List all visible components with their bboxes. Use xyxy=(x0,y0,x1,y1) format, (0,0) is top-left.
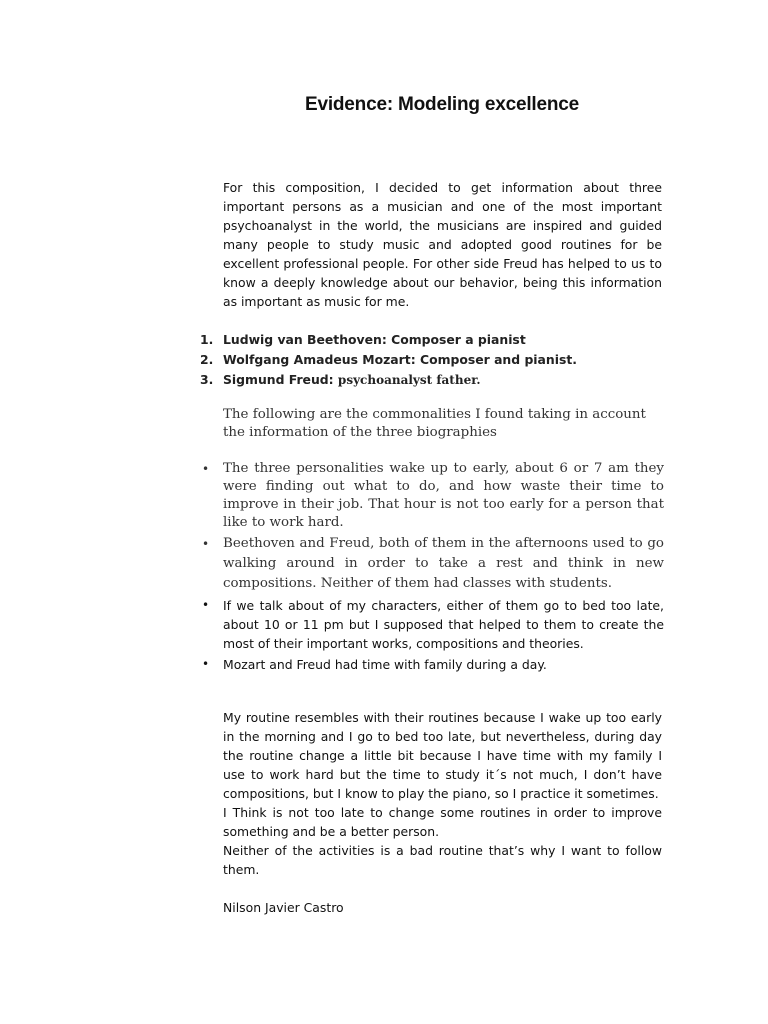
figure-number: 2. xyxy=(200,352,214,367)
author-signature: Nilson Javier Castro xyxy=(223,900,344,915)
figure-text-extra: psychoanalyst father. xyxy=(337,373,481,387)
list-item xyxy=(198,460,664,532)
routine-section xyxy=(223,708,662,879)
commonalities-intro xyxy=(223,406,663,442)
figure-item xyxy=(198,370,668,390)
intro-paragraph xyxy=(223,178,662,311)
routine-paragraph: Neither of the activities is a bad routine that’s why I want to follow them. xyxy=(223,843,662,877)
commonalities-text: The following are the commonalities I found taking in account the information of the three biographies xyxy=(223,407,646,440)
page-title: Evidence: Modeling excellence xyxy=(304,94,580,115)
figure-text: Sigmund Freud: xyxy=(223,372,338,387)
figure-number: 1. xyxy=(200,332,214,347)
list-item xyxy=(198,534,664,594)
figures-list xyxy=(198,330,668,390)
bullet-icon: • xyxy=(202,462,210,476)
bullet-icon: • xyxy=(202,598,210,612)
list-item-text: Mozart and Freud had time with family during a day. xyxy=(223,657,547,672)
commonalities-list xyxy=(198,460,664,674)
routine-paragraph: I Think is not too late to change some routines in order to improve something and be a better person. xyxy=(223,805,662,839)
bullet-icon: • xyxy=(202,537,210,551)
intro-text: For this composition, I decided to get information about three important persons as a musician and one of the most important psychoanalyst in the world, the musicians are inspired and guided many people to study music and adopted good routines for be excellent professional people. For other side Freud has helped to us to know a deeply knowledge about our behavior, being this information as important as music for me. xyxy=(223,180,662,309)
list-item-text: The three personalities wake up to early, about 6 or 7 am they were finding out what to do, and how waste their time to improve in their job. That hour is not too early for a person that like to work hard. xyxy=(223,461,664,530)
bullet-icon: • xyxy=(202,657,210,671)
list-item xyxy=(198,655,664,674)
figure-text: Wolfgang Amadeus Mozart: Composer and pianist. xyxy=(223,352,577,367)
figure-item xyxy=(198,350,668,370)
figure-number: 3. xyxy=(200,372,214,387)
routine-paragraph: My routine resembles with their routines because I wake up too early in the morning and I go to bed too late, but nevertheless, during day the routine change a little bit because I have time with my family I use to work hard but the time to study it´s not much, I don’t have compositions, but I know to play the piano, so I practice it sometimes. xyxy=(223,710,662,801)
list-item xyxy=(198,596,664,653)
list-item-text: Beethoven and Freud, both of them in the afternoons used to go walking around in order to take a rest and think in new compositions. Neither of them had classes with students. xyxy=(223,536,664,591)
figure-text: Ludwig van Beethoven: Composer a pianist xyxy=(223,332,526,347)
list-item-text: If we talk about of my characters, either of them go to bed too late, about 10 or 11 pm but I supposed that helped to them to create the most of their important works, compositions and theories. xyxy=(223,598,664,651)
figure-item xyxy=(198,330,668,350)
